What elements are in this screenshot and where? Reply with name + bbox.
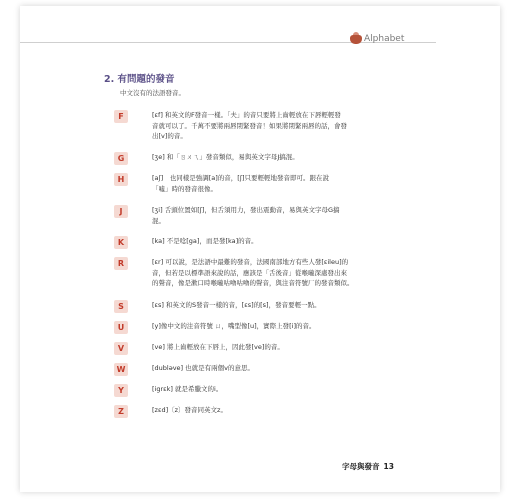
letter-row-r xyxy=(114,257,434,289)
letter-description: [zɛd]〔z〕發音同英文z。 xyxy=(152,406,227,414)
section-subtitle: 中文沒有的法語發音。 xyxy=(120,89,185,97)
letter-badge: G xyxy=(114,152,128,165)
letter-badge: K xyxy=(114,236,128,249)
letter-badge: R xyxy=(114,257,128,270)
page-footer xyxy=(342,461,394,472)
header-brand xyxy=(350,34,404,44)
letter-description: [igrɛk] 就是希臘文的i。 xyxy=(152,385,223,393)
brand-label: Alphabet xyxy=(364,34,405,44)
letter-badge: U xyxy=(114,321,128,334)
letter-badge: H xyxy=(114,173,128,186)
letter-badge: W xyxy=(114,363,128,376)
footer-title: 字母與發音 xyxy=(342,462,380,471)
page-number: 13 xyxy=(383,462,394,471)
letter-badge: Y xyxy=(114,384,128,397)
letter-badge: S xyxy=(114,300,128,313)
letter-row-z xyxy=(114,405,434,418)
letter-description: [ɛf] 和英文的F發音一樣。「夫」的音只要將上齒輕放在下唇輕輕發 音就可以了。千萬不要將兩唇閉緊發音！如果將閉緊兩唇的話，會發 出[v]的音。 xyxy=(152,111,347,140)
letter-row-g xyxy=(114,152,434,165)
page xyxy=(20,6,500,492)
letter-row-u xyxy=(114,321,434,334)
letter-badge: V xyxy=(114,342,128,355)
letter-row-f xyxy=(114,110,434,142)
letter-row-s xyxy=(114,300,434,313)
letter-description: [ka] 不是唸[ga]，而是發[ka]的音。 xyxy=(152,237,258,245)
letter-row-k xyxy=(114,236,434,249)
letter-row-w xyxy=(114,363,434,376)
letter-description: [dubləve] 也就是有兩個v的意思。 xyxy=(152,364,255,372)
letter-description: [ʒe] 和「ㄖㄨㄟ」發音類似，易與英文字母J搞混。 xyxy=(152,153,299,161)
letter-description: [y]像中文的注音符號 ㄩ，嘴型像[u]，實際上發[i]的音。 xyxy=(152,322,316,330)
letter-row-y xyxy=(114,384,434,397)
letter-description: [aʃ] 也同樣是強調[a]的音，[ʃ]只要輕輕地發音即可。跟在說 「噓」時的發音很像。 xyxy=(152,174,330,193)
letter-badge: J xyxy=(114,205,128,218)
letter-description: [ve] 將上齒輕放在下唇上，因此發[ve]的音。 xyxy=(152,343,284,351)
letter-description: [ʒi] 舌頭位置如[ʃ]，但舌須用力，發出震動音，易與英文字母G搞 混。 xyxy=(152,206,340,225)
cup-icon xyxy=(350,35,362,44)
letter-description: [ɛr] 可以說，是法語中最難的發音，法國南部地方有些人發[ɛileu]的 音，但若是以標準語來說的話，應該是「舌後音」從喉嚨深處發出來 的聲音，像是漱口時喉嚨咕嚕咕嚕的聲音，與注音符號厂的發音類似。 xyxy=(152,258,354,287)
letter-row-j xyxy=(114,205,434,226)
letter-badge: F xyxy=(114,110,128,123)
letter-row-h xyxy=(114,173,434,194)
letter-description: [ɛs] 和英文的S發音一樣的音，[ɛs]的[s]，發音要輕一點。 xyxy=(152,301,321,309)
letter-badge: Z xyxy=(114,405,128,418)
letter-row-v xyxy=(114,342,434,355)
section-title: 2. 有問題的發音 xyxy=(104,74,175,85)
